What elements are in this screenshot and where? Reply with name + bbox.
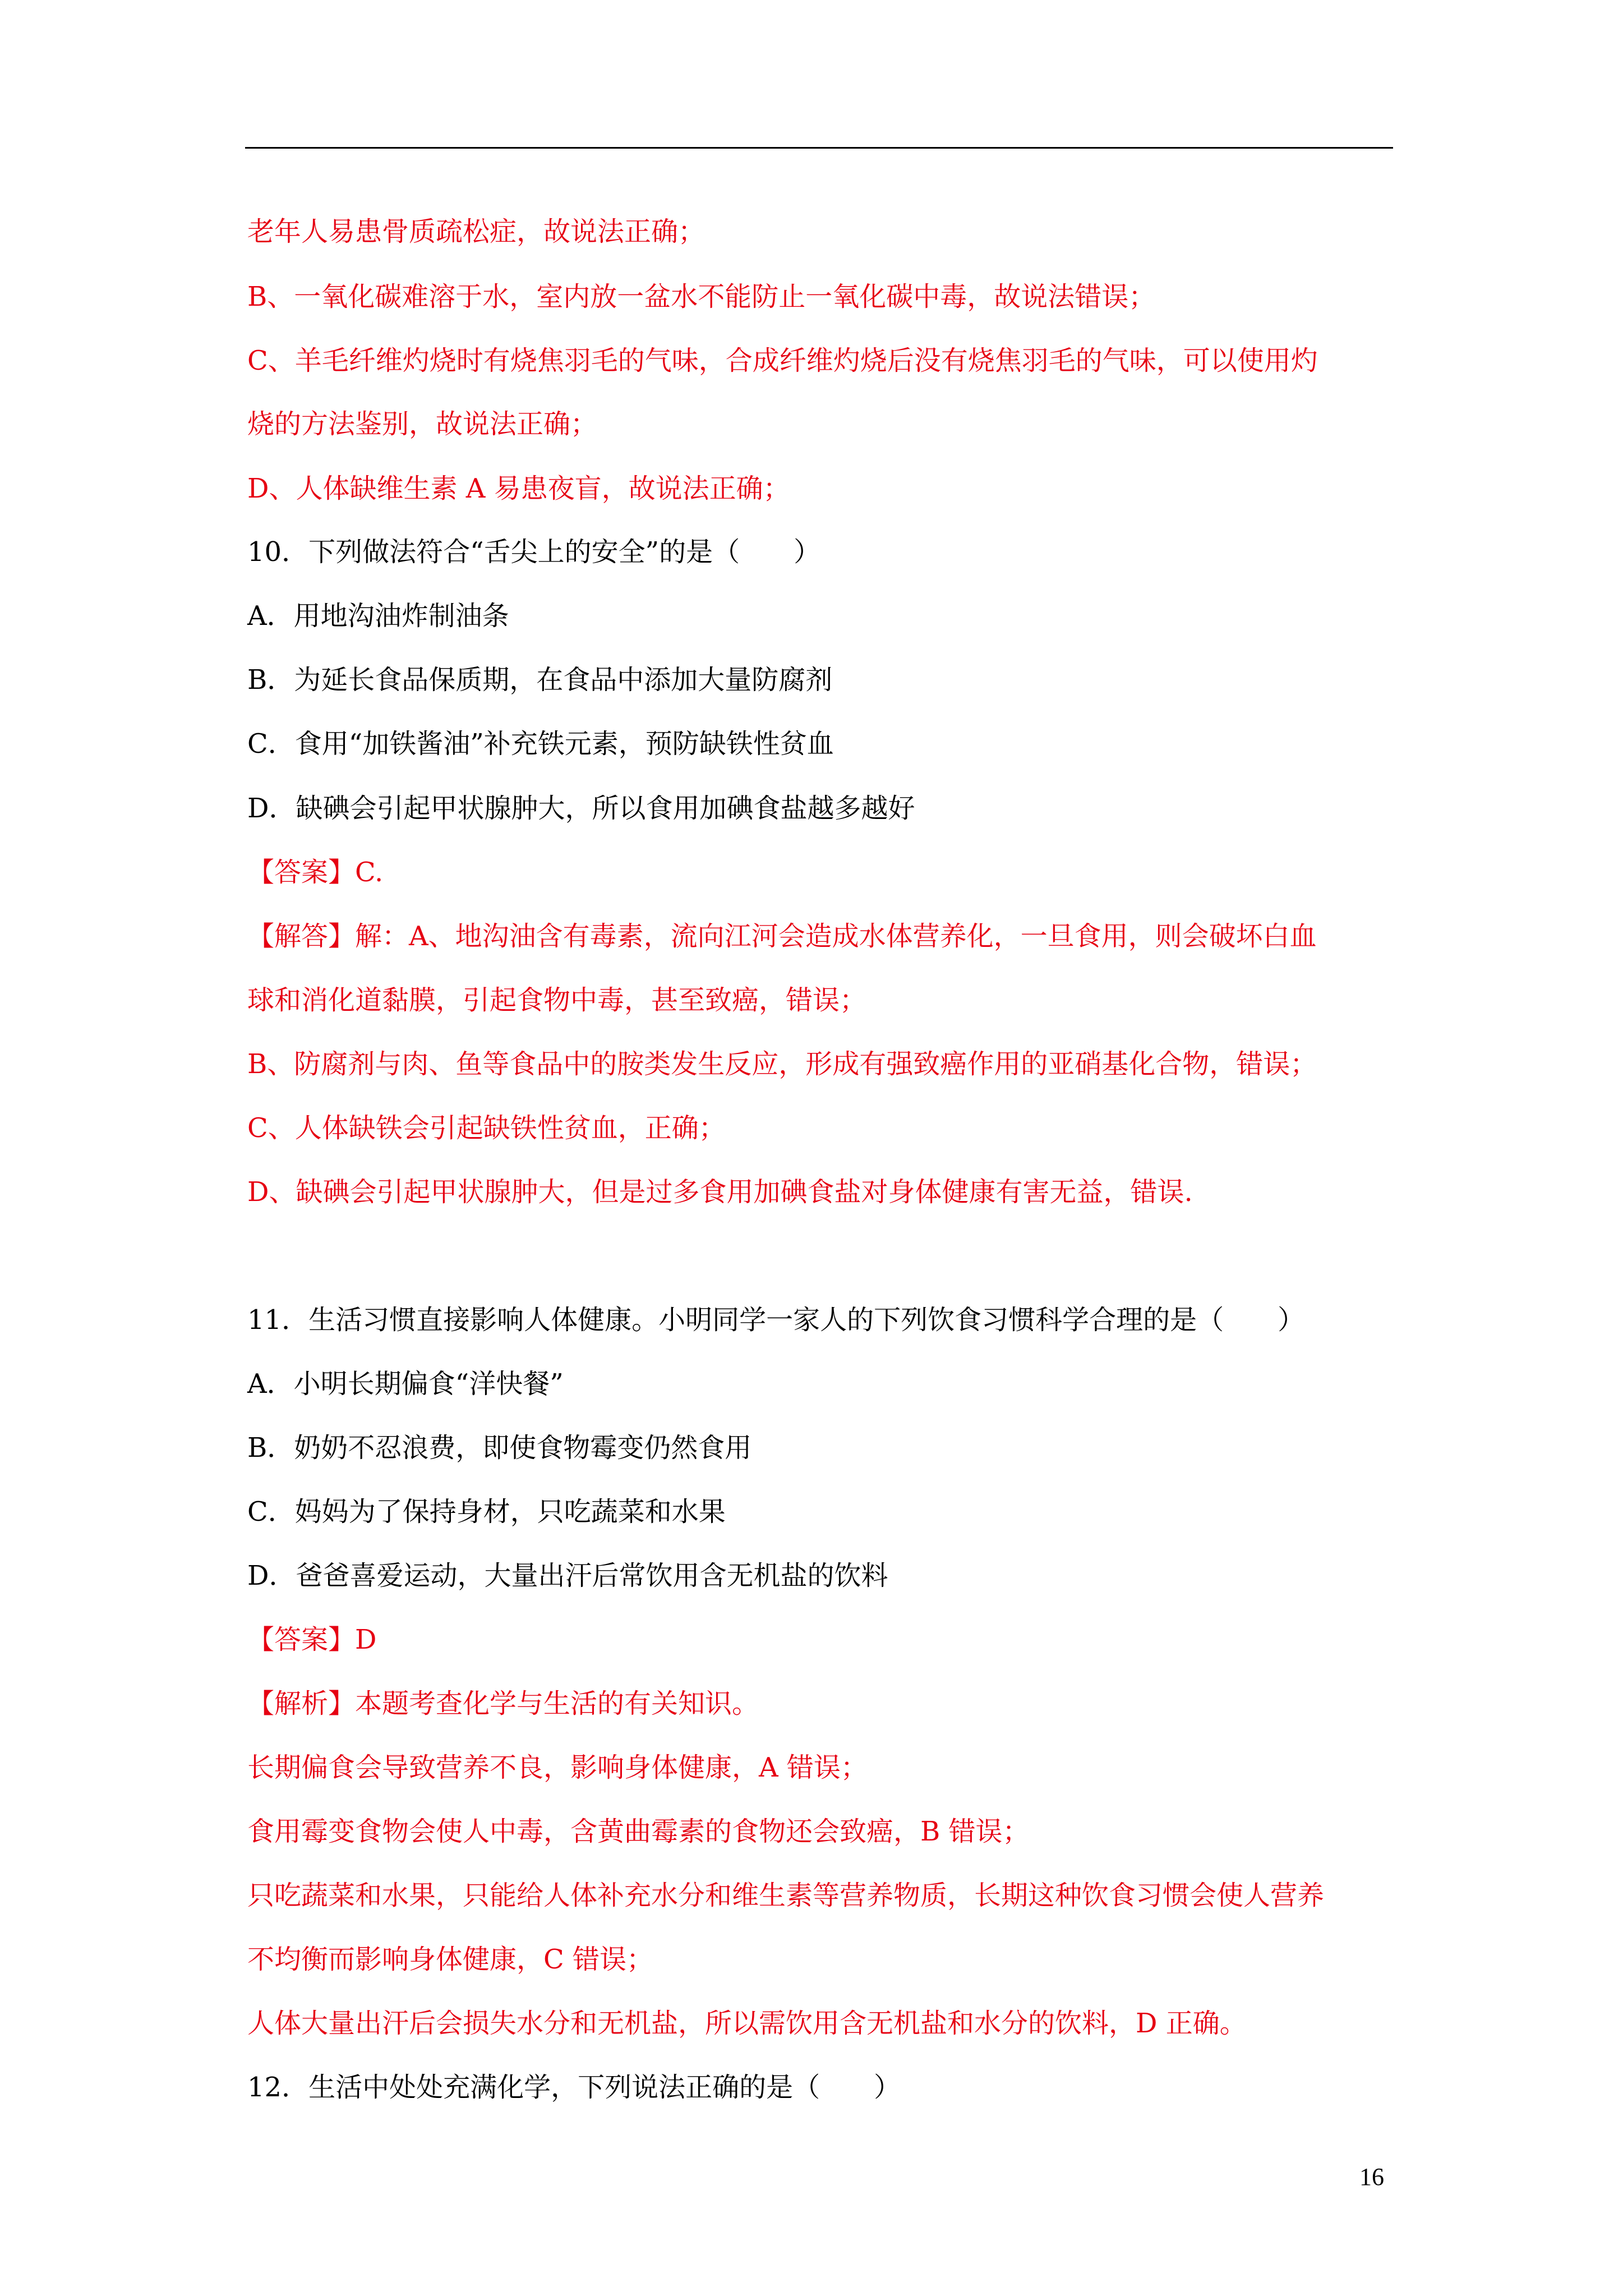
option-a: A．用地沟油炸制油条: [247, 600, 509, 632]
option-c: C．妈妈为了保持身材，只吃蔬菜和水果: [247, 1496, 726, 1527]
option-b: B．奶奶不忍浪费，即使食物霉变仍然食用: [247, 1432, 752, 1464]
explanation-line: 老年人易患骨质疏松症，故说法正确；: [247, 216, 706, 247]
explanation-line: D、人体缺维生素 A 易患夜盲，故说法正确；: [247, 473, 790, 504]
explanation-line: B、防腐剂与肉、鱼等食品中的胺类发生反应，形成有强致癌作用的亚硝基化合物，错误；: [247, 1048, 1317, 1080]
option-b: B．为延长食品保质期，在食品中添加大量防腐剂: [247, 664, 833, 696]
explanation-line: 长期偏食会导致营养不良，影响身体健康，A 错误；: [247, 1752, 868, 1783]
option-c: C．食用“加铁酱油”补充铁元素，预防缺铁性贫血: [247, 728, 834, 760]
explanation-line: 不均衡而影响身体健康，C 错误；: [247, 1944, 653, 1975]
explanation-line: 烧的方法鉴别，故说法正确；: [247, 408, 598, 440]
answer-line: 【答案】C.: [247, 857, 384, 888]
question-stem: 11．生活习惯直接影响人体健康。小明同学一家人的下列饮食习惯科学合理的是（ ）: [247, 1304, 1305, 1336]
question-stem: 12．生活中处处充满化学，下列说法正确的是（ ）: [247, 2072, 901, 2103]
explanation-line: 食用霉变食物会使人中毒，含黄曲霉素的食物还会致癌，B 错误；: [247, 1816, 1030, 1847]
option-d: D．爸爸喜爱运动，大量出汗后常饮用含无机盐的饮料: [247, 1560, 888, 1591]
explanation-line: 人体大量出汗后会损失水分和无机盐，所以需饮用含无机盐和水分的饮料，D 正确。: [247, 2008, 1247, 2039]
explanation-line: C、人体缺铁会引起缺铁性贫血，正确；: [247, 1112, 726, 1144]
page-number: 16: [1359, 2163, 1384, 2191]
explanation-line: B、一氧化碳难溶于水，室内放一盆水不能防止一氧化碳中毒，故说法错误；: [247, 281, 1156, 312]
option-a: A．小明长期偏食“洋快餐”: [247, 1368, 564, 1400]
answer-line: 【答案】D: [247, 1624, 377, 1655]
explanation-line: 球和消化道黏膜，引起食物中毒，甚至致癌，错误；: [247, 984, 867, 1016]
option-d: D．缺碘会引起甲状腺肿大，所以食用加碘食盐越多越好: [247, 793, 915, 824]
explanation-line: C、羊毛纤维灼烧时有烧焦羽毛的气味，合成纤维灼烧后没有烧焦羽毛的气味，可以使用灼: [247, 345, 1318, 376]
question-stem: 10．下列做法符合“舌尖上的安全”的是（ ）: [247, 536, 821, 568]
explanation-line: 【解答】解：A、地沟油含有毒素，流向江河会造成水体营养化，一旦食用，则会破坏白血: [247, 921, 1317, 952]
explanation-line: 【解析】本题考查化学与生活的有关知识。: [247, 1688, 759, 1719]
explanation-line: 只吃蔬菜和水果，只能给人体补充水分和维生素等营养物质，长期这种饮食习惯会使人营养: [247, 1880, 1325, 1911]
header-rule: [245, 147, 1393, 149]
explanation-line: D、缺碘会引起甲状腺肿大，但是过多食用加碘食盐对身体健康有害无益，错误.: [247, 1176, 1193, 1208]
